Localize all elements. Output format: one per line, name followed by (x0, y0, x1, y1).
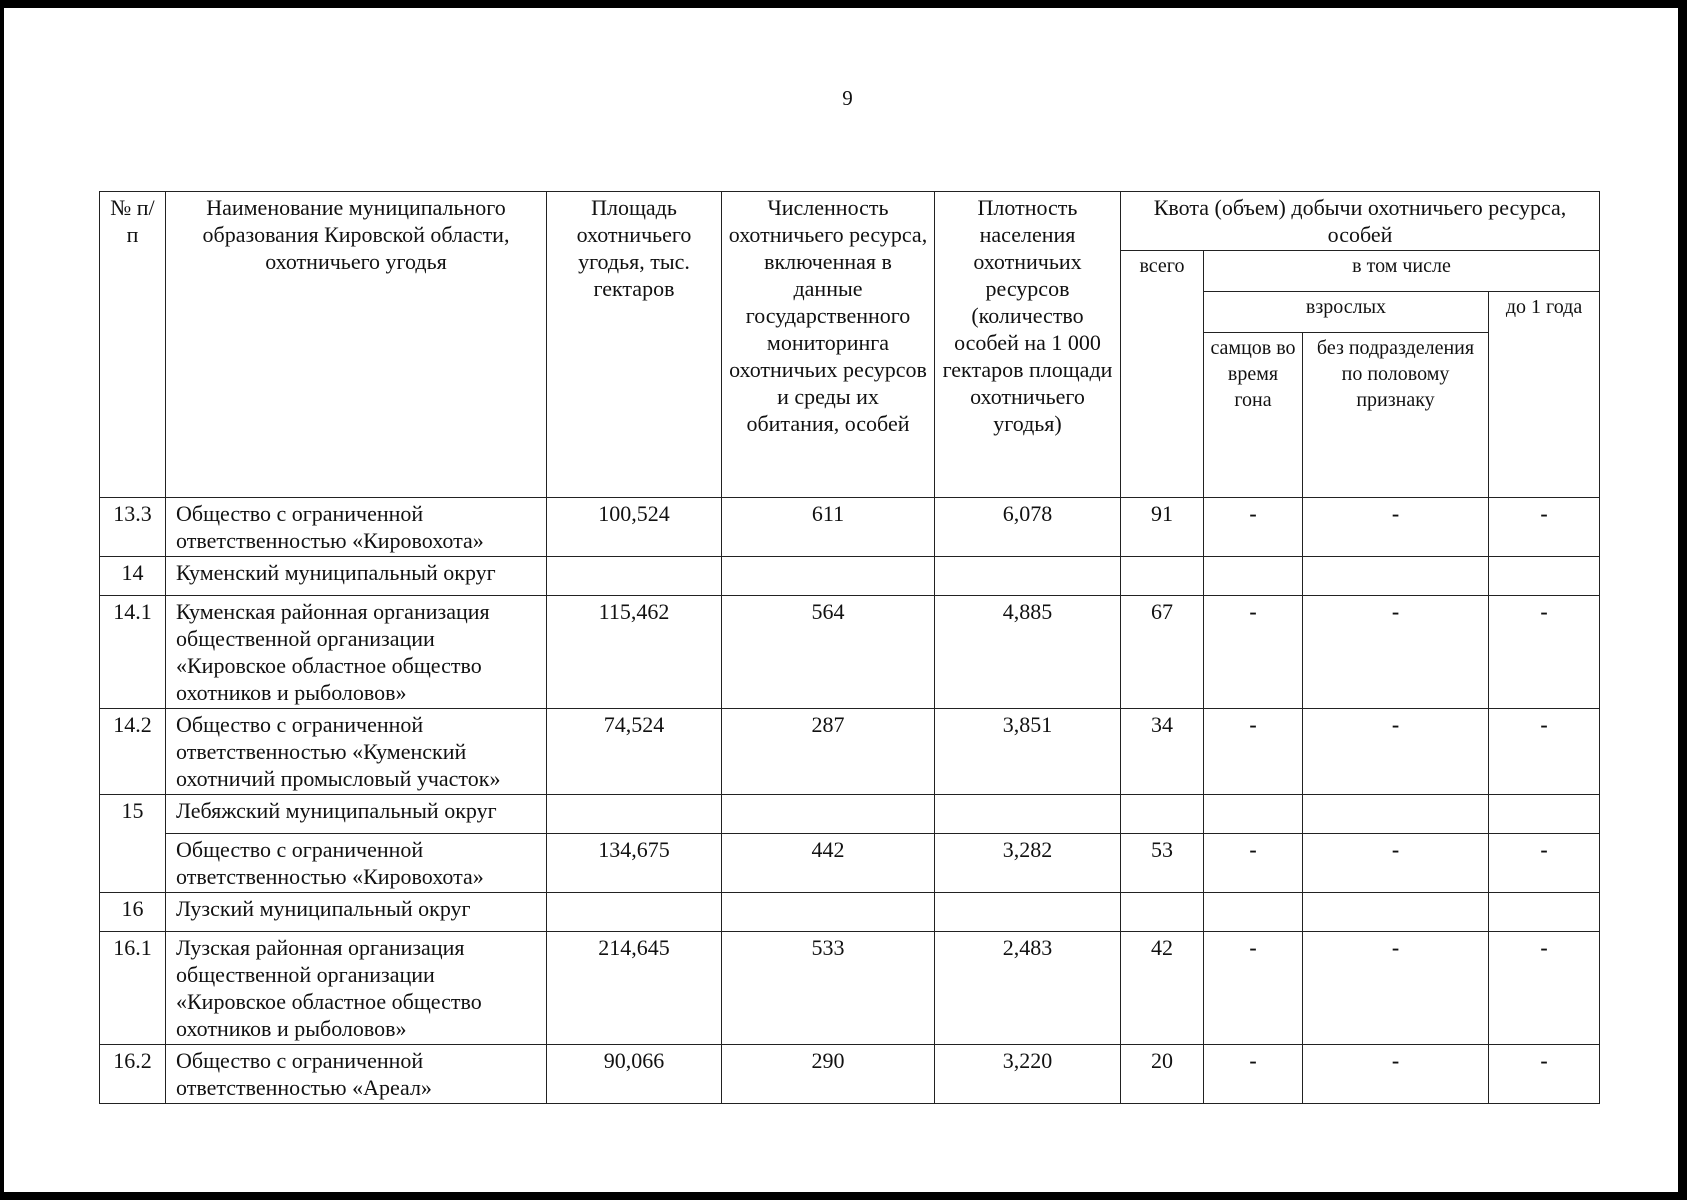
row-num: 14 (100, 557, 166, 596)
row-count: 290 (722, 1045, 935, 1104)
row-area: 74,524 (547, 709, 722, 795)
row-nosex: - (1303, 596, 1489, 709)
row-num: 16.1 (100, 932, 166, 1045)
header-area: Площадь охотничьего угодья, тыс. гектаров (547, 192, 722, 498)
row-area: 214,645 (547, 932, 722, 1045)
table-row (100, 1045, 1600, 1104)
row-males (1204, 557, 1303, 596)
row-density: 4,885 (935, 596, 1121, 709)
row-density: 6,078 (935, 498, 1121, 557)
row-area: 115,462 (547, 596, 722, 709)
row-area (547, 795, 722, 834)
row-males (1204, 893, 1303, 932)
header-num: № п/п (100, 192, 166, 498)
row-name: Куменская районная организация общественной организации «Кировское областное общество охотников и рыболовов» (166, 596, 547, 709)
row-young (1489, 557, 1600, 596)
row-density: 3,282 (935, 834, 1121, 893)
row-total (1121, 795, 1204, 834)
header-count: Численность охотничьего ресурса, включенная в данные государственного мониторинга охотничьих ресурсов и среды их обитания, особей (722, 192, 935, 498)
row-num: 13.3 (100, 498, 166, 557)
quota-table (99, 191, 1600, 1104)
row-area (547, 893, 722, 932)
row-name: Общество с ограниченной ответственностью «Кировохота» (166, 834, 547, 893)
header-total: всего (1121, 251, 1204, 498)
row-young: - (1489, 834, 1600, 893)
row-total: 91 (1121, 498, 1204, 557)
row-nosex: - (1303, 1045, 1489, 1104)
header-name: Наименование муниципального образования Кировской области, охотничьего угодья (166, 192, 547, 498)
row-young: - (1489, 932, 1600, 1045)
row-count (722, 557, 935, 596)
row-young: - (1489, 596, 1600, 709)
row-density: 3,220 (935, 1045, 1121, 1104)
row-area: 90,066 (547, 1045, 722, 1104)
header-quota: Квота (объем) добычи охотничьего ресурса, особей (1121, 192, 1600, 251)
row-num: 15 (100, 795, 166, 893)
row-nosex (1303, 893, 1489, 932)
row-males: - (1204, 709, 1303, 795)
row-name: Куменский муниципальный округ (166, 557, 547, 596)
row-males: - (1204, 498, 1303, 557)
table-row (100, 557, 1600, 596)
row-num: 14.2 (100, 709, 166, 795)
row-nosex: - (1303, 498, 1489, 557)
row-density: 3,851 (935, 709, 1121, 795)
row-name: Лузский муниципальный округ (166, 893, 547, 932)
row-nosex (1303, 557, 1489, 596)
row-area (547, 557, 722, 596)
page-number: 9 (842, 86, 853, 110)
row-name: Лузская районная организация общественной организации «Кировское областное общество охотников и рыболовов» (166, 932, 547, 1045)
row-density (935, 893, 1121, 932)
header-including: в том числе (1204, 251, 1600, 292)
row-total: 53 (1121, 834, 1204, 893)
row-nosex: - (1303, 932, 1489, 1045)
row-density (935, 557, 1121, 596)
row-count: 611 (722, 498, 935, 557)
table-row (100, 795, 1600, 834)
row-males: - (1204, 596, 1303, 709)
row-nosex: - (1303, 834, 1489, 893)
row-count (722, 795, 935, 834)
header-no-sex-division: без подразделения по половому признаку (1303, 333, 1489, 498)
row-males: - (1204, 834, 1303, 893)
table-row (100, 834, 1600, 893)
row-young: - (1489, 1045, 1600, 1104)
row-count: 564 (722, 596, 935, 709)
table-body (100, 498, 1600, 1104)
header-density: Плотность населения охотничьих ресурсов (количество особей на 1 000 гектаров площади охотничьего угодья) (935, 192, 1121, 498)
table-row (100, 596, 1600, 709)
table-row (100, 709, 1600, 795)
row-density (935, 795, 1121, 834)
row-nosex: - (1303, 709, 1489, 795)
row-young: - (1489, 498, 1600, 557)
table-row (100, 893, 1600, 932)
table-header (100, 192, 1600, 498)
row-area: 100,524 (547, 498, 722, 557)
row-count: 287 (722, 709, 935, 795)
row-total: 20 (1121, 1045, 1204, 1104)
row-total: 34 (1121, 709, 1204, 795)
row-males: - (1204, 1045, 1303, 1104)
row-males (1204, 795, 1303, 834)
row-total: 67 (1121, 596, 1204, 709)
table-row (100, 498, 1600, 557)
row-count (722, 893, 935, 932)
header-adults: взрослых (1204, 292, 1489, 333)
row-nosex (1303, 795, 1489, 834)
row-num: 14.1 (100, 596, 166, 709)
header-under-one: до 1 года (1489, 292, 1600, 498)
header-males-rut: самцов во время гона (1204, 333, 1303, 498)
row-count: 533 (722, 932, 935, 1045)
table-row (100, 932, 1600, 1045)
row-density: 2,483 (935, 932, 1121, 1045)
row-total: 42 (1121, 932, 1204, 1045)
row-area: 134,675 (547, 834, 722, 893)
row-males: - (1204, 932, 1303, 1045)
row-name: Лебяжский муниципальный округ (166, 795, 547, 834)
row-young: - (1489, 709, 1600, 795)
row-total (1121, 557, 1204, 596)
row-num: 16.2 (100, 1045, 166, 1104)
row-name: Общество с ограниченной ответственностью «Ареал» (166, 1045, 547, 1104)
row-count: 442 (722, 834, 935, 893)
row-young (1489, 893, 1600, 932)
row-young (1489, 795, 1600, 834)
row-total (1121, 893, 1204, 932)
row-name: Общество с ограниченной ответственностью «Кировохота» (166, 498, 547, 557)
row-name: Общество с ограниченной ответственностью «Куменский охотничий промысловый участок» (166, 709, 547, 795)
row-num: 16 (100, 893, 166, 932)
